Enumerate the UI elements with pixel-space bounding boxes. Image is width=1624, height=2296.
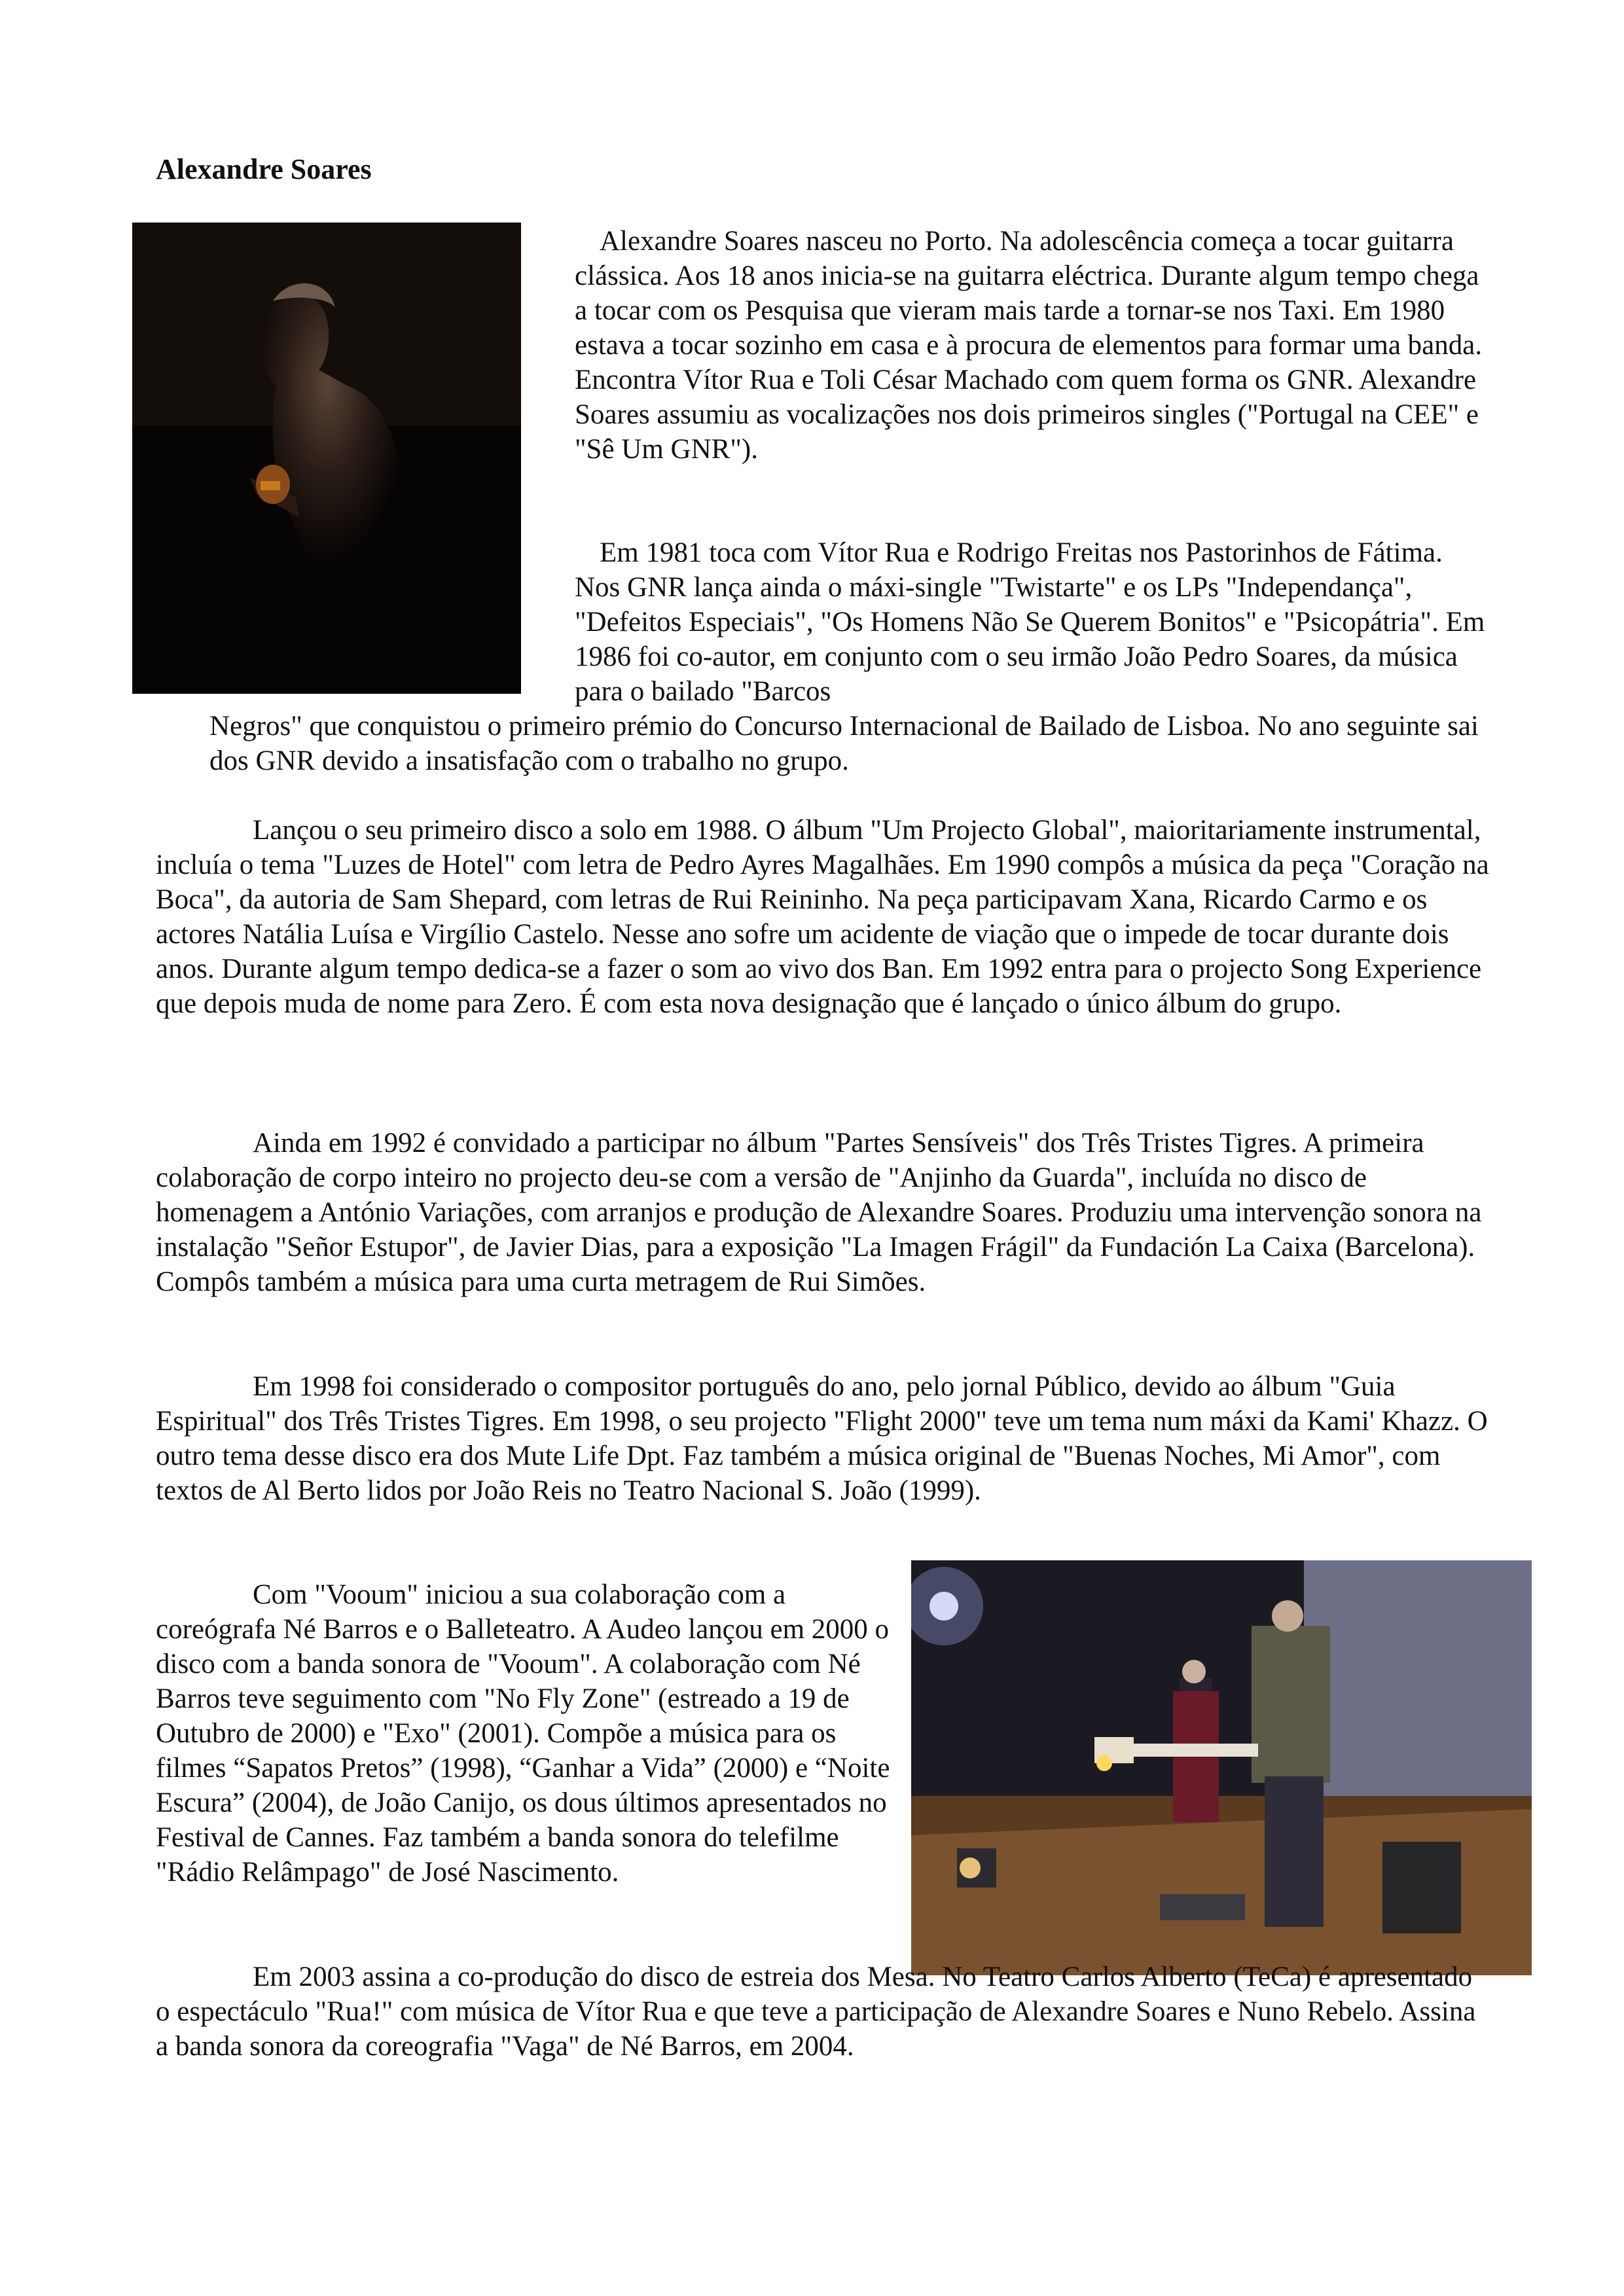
guitarist-portrait-photo xyxy=(132,223,521,694)
paragraph-3 xyxy=(156,813,1491,1021)
paragraph-1-text: Alexandre Soares nasceu no Porto. Na adolescência começa a tocar guitarra clássica. Aos 18 anos inicia-se na guitarra eléctrica. Durante algum tempo chega a tocar com os Pesquisa que vieram mais tarde a tornar-se nos Taxi. Em 1980 estava a tocar sozinho em casa e à procura de elementos para formar uma banda. Encontra Vítor Rua e Toli César Machado com quem forma os GNR. Alexandre Soares assumiu as vocalizações nos dois primeiros singles ("Portugal na CEE" e "Sê Um GNR"). xyxy=(575,226,1483,465)
paragraph-6 xyxy=(156,1577,895,1890)
paragraph-3-text: Lançou o seu primeiro disco a solo em 1988. O álbum "Um Projecto Global", maioritariamente instrumental, incluía o tema "Luzes de Hotel" com letra de Pedro Ayres Magalhães. Em 1990 compôs a música da peça "Coração na Boca", da autoria de Sam Shepard, com letras de Rui Reininho. Na peça participavam Xana, Ricardo Carmo e os actores Natália Luísa e Virgílio Castelo. Nesse ano sofre um acidente de viação que o impede de tocar durante dois anos. Durante algum tempo dedica-se a fazer o som ao vivo dos Ban. Em 1992 entra para o projecto Song Experience que depois muda de nome para Zero. É com esta nova designação que é lançado o único álbum do grupo. xyxy=(156,815,1489,1019)
concert-stage-icon xyxy=(911,1560,1532,1975)
paragraph-2-continuation xyxy=(209,709,1492,778)
paragraph-5-text: Em 1998 foi considerado o compositor português do ano, pelo jornal Público, devido ao álbum "Guia Espiritual" dos Três Tristes Tigres. Em 1998, o seu projecto "Flight 2000" teve um tema num máxi da Kami' Khazz. O outro tema desse disco era dos Mute Life Dpt. Faz também a música original de "Buenas Noches, Mi Amor", com textos de Al Berto lidos por João Reis no Teatro Nacional S. João (1999). xyxy=(156,1371,1488,1506)
paragraph-4-text: Ainda em 1992 é convidado a participar no álbum "Partes Sensíveis" dos Três Tristes Tigres. A primeira colaboração de corpo inteiro no projecto deu-se com a versão de "Anjinho da Guarda", incluída no disco de homenagem a António Variações, com arranjos e produção de Alexandre Soares. Produziu uma intervenção sonora na instalação "Señor Estupor", de Javier Dias, para a exposição "La Imagen Frágil" da Fundación La Caixa (Barcelona). Compôs também a música para uma curta metragem de Rui Simões. xyxy=(156,1128,1482,1297)
paragraph-5 xyxy=(156,1369,1491,1508)
paragraph-7-text: Em 2003 assina a co-produção do disco de estreia dos Mesa. No Teatro Carlos Alberto (TeCa) é apresentado o espectáculo "Rua!" com música de Vítor Rua e que teve a participação de Alexandre Soares e Nuno Rebelo. Assina a banda sonora da coreografia "Vaga" de Né Barros, em 2004. xyxy=(156,1962,1476,2062)
paragraph-2-text: Em 1981 toca com Vítor Rua e Rodrigo Freitas nos Pastorinhos de Fátima. Nos GNR lança ainda o máxi-single "Twistarte" e os LPs "Independança", "Defeitos Especiais", "Os Homens Não Se Querem Bonitos" e "Psicopátria". Em 1986 foi co-autor, em conjunto com o seu irmão João Pedro Soares, da música para o bailado "Barcos xyxy=(575,537,1485,707)
page-title: Alexandre Soares xyxy=(156,153,372,185)
paragraph-6-text: Com "Vooum" iniciou a sua colaboração com a coreógrafa Né Barros e o Balleteatro. A Audeo lançou em 2000 o disco com a banda sonora de "Vooum". A colaboração com Né Barros teve seguimento com "No Fly Zone" (estreado a 19 de Outubro de 2000) e "Exo" (2001). Compõe a música para os filmes “Sapatos Pretos” (1998), “Ganhar a Vida” (2000) e “Noite Escura” (2004), de João Canijo, os dous últimos apresentados no Festival de Cannes. Faz também a banda sonora do telefilme "Rádio Relâmpago" de José Nascimento. xyxy=(156,1579,890,1888)
paragraph-2 xyxy=(575,535,1491,709)
guitarist-portrait-icon xyxy=(132,223,521,694)
paragraph-2-continuation-text: Negros" que conquistou o primeiro prémio do Concurso Internacional de Bailado de Lisboa. No ano seguinte sai dos GNR devido a insatisfação com o trabalho no grupo. xyxy=(209,711,1479,776)
concert-stage-photo xyxy=(911,1560,1532,1975)
paragraph-7 xyxy=(156,1960,1491,2064)
paragraph-4 xyxy=(156,1126,1491,1299)
paragraph-1 xyxy=(575,224,1491,467)
